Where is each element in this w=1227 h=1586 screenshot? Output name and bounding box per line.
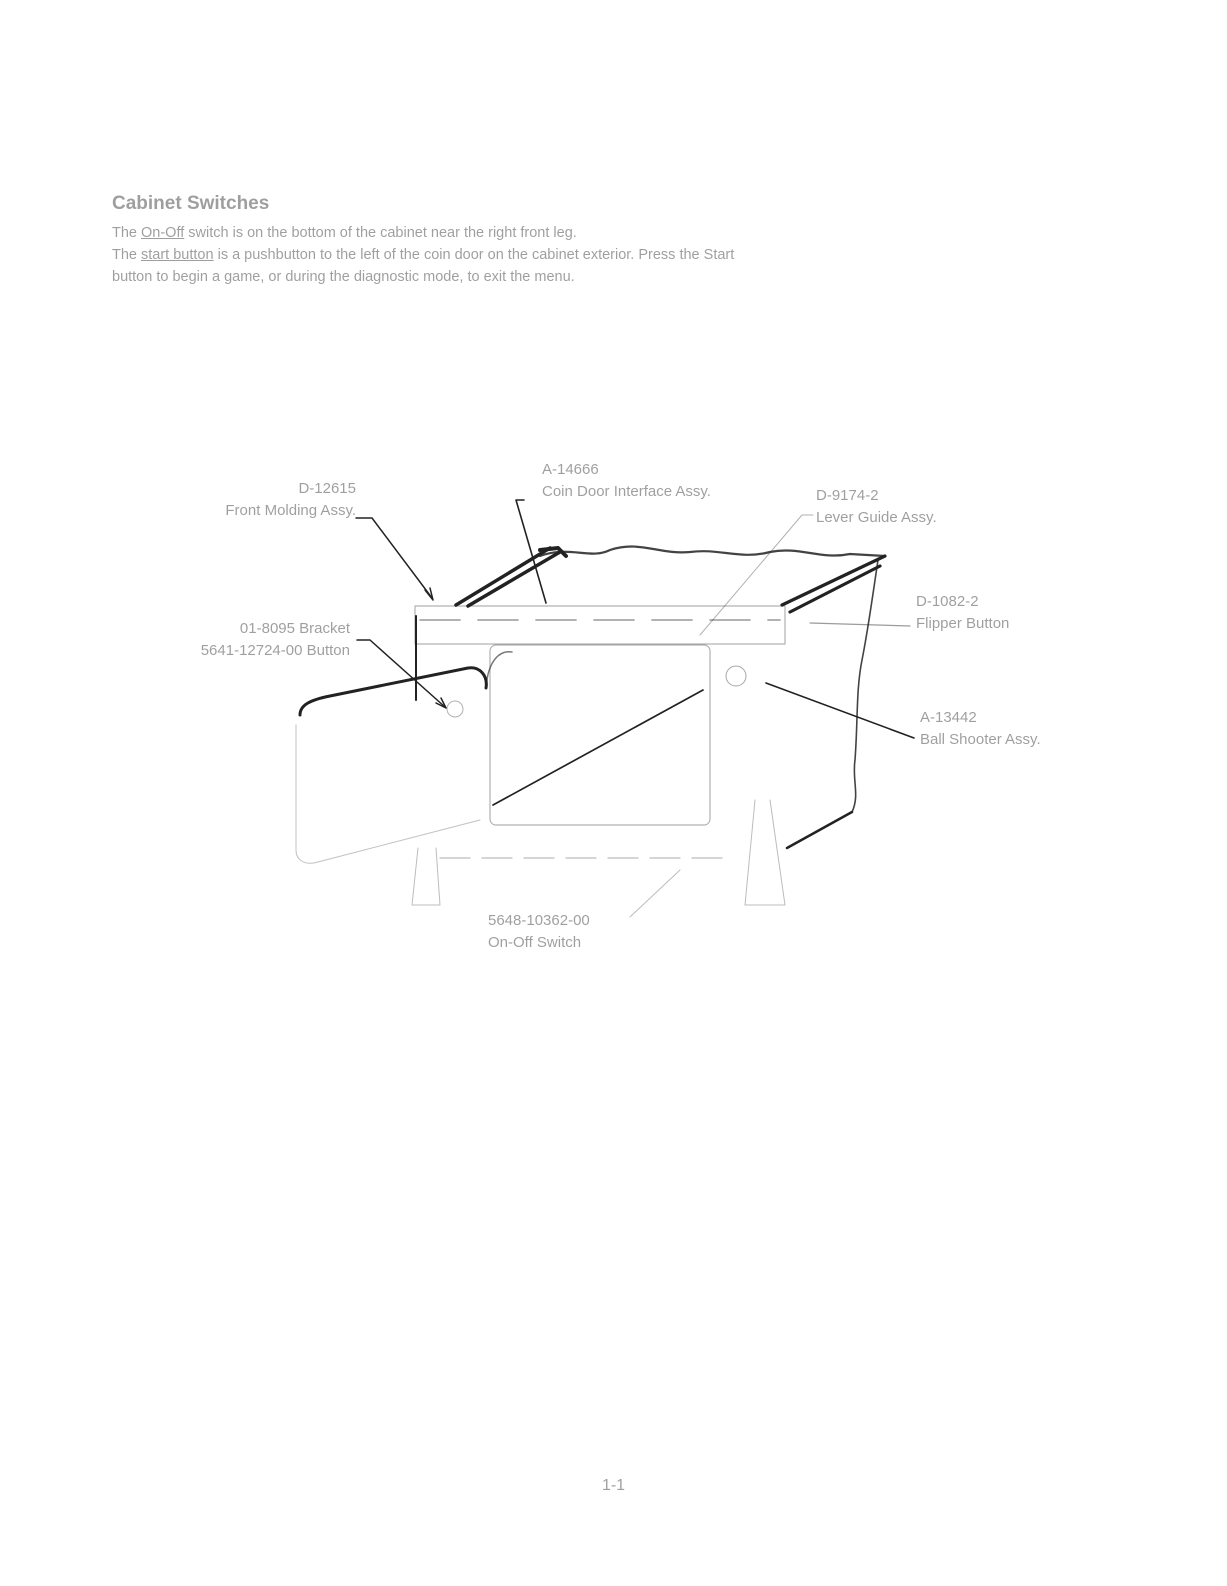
coin-door xyxy=(490,645,710,825)
cabinet-top-edge xyxy=(540,547,885,556)
start-button-term: start button xyxy=(141,247,214,263)
start-bracket-part: 01-8095 Bracket xyxy=(239,620,350,637)
start-button-shape xyxy=(447,701,463,717)
start-bracket-name: 5641-12724-00 Button xyxy=(200,642,350,659)
intro-line-3: button to begin a game, or during the diagnostic mode, to exit the menu. xyxy=(112,269,575,285)
lever-guide-part: D-9174-2 xyxy=(816,487,879,504)
intro-line-2-post: is a pushbutton to the left of the coin door on the cabinet exterior. Press the Start xyxy=(213,247,735,263)
leader-ball-shooter xyxy=(766,683,914,738)
callout-flipper-button xyxy=(916,591,1009,635)
on-off-switch-part: 5648-10362-00 xyxy=(488,912,590,929)
front-molding xyxy=(415,606,785,644)
intro-line-2-pre: The xyxy=(112,247,142,263)
callout-lever-guide xyxy=(816,485,937,529)
ball-shooter-part: A-13442 xyxy=(920,709,977,726)
flipper-button-name: Flipper Button xyxy=(916,615,1010,632)
section-heading: Cabinet Switches xyxy=(112,193,270,214)
front-molding-part: D-12615 xyxy=(298,480,356,497)
leader-lever-guide xyxy=(700,515,813,635)
leader-flipper-button xyxy=(810,623,910,626)
flipper-button-part: D-1082-2 xyxy=(916,593,979,610)
callout-front-molding xyxy=(120,478,356,522)
leader-on-off xyxy=(630,870,680,917)
coin-door-part: A-14666 xyxy=(542,461,599,478)
leader-start-bracket xyxy=(357,640,445,707)
ball-shooter-knob xyxy=(726,666,746,686)
right-rail xyxy=(782,556,885,612)
right-leg xyxy=(745,800,785,905)
leader-front-molding xyxy=(356,518,432,598)
callout-coin-door xyxy=(542,459,711,503)
ball-shooter-name: Ball Shooter Assy. xyxy=(920,731,1041,748)
intro-line-1-post: switch is on the bottom of the cabinet near the right front leg. xyxy=(184,225,577,241)
callout-ball-shooter xyxy=(920,707,1041,751)
page-number: 1-1 xyxy=(601,1477,626,1494)
callout-start-bracket xyxy=(100,618,350,662)
cabinet-right-edge xyxy=(852,560,878,812)
on-off-switch-name: On-Off Switch xyxy=(488,934,582,951)
side-panel xyxy=(300,668,486,715)
leader-diagonal xyxy=(493,690,703,805)
on-off-term: On-Off xyxy=(141,225,185,241)
coin-door-name: Coin Door Interface Assy. xyxy=(542,483,711,500)
lever-guide-name: Lever Guide Assy. xyxy=(816,509,937,526)
intro-line-1-pre: The xyxy=(112,225,142,241)
front-molding-name: Front Molding Assy. xyxy=(225,502,356,519)
callout-on-off-switch xyxy=(488,910,590,954)
cabinet-bottom-edge xyxy=(787,812,852,848)
left-leg xyxy=(412,848,440,905)
